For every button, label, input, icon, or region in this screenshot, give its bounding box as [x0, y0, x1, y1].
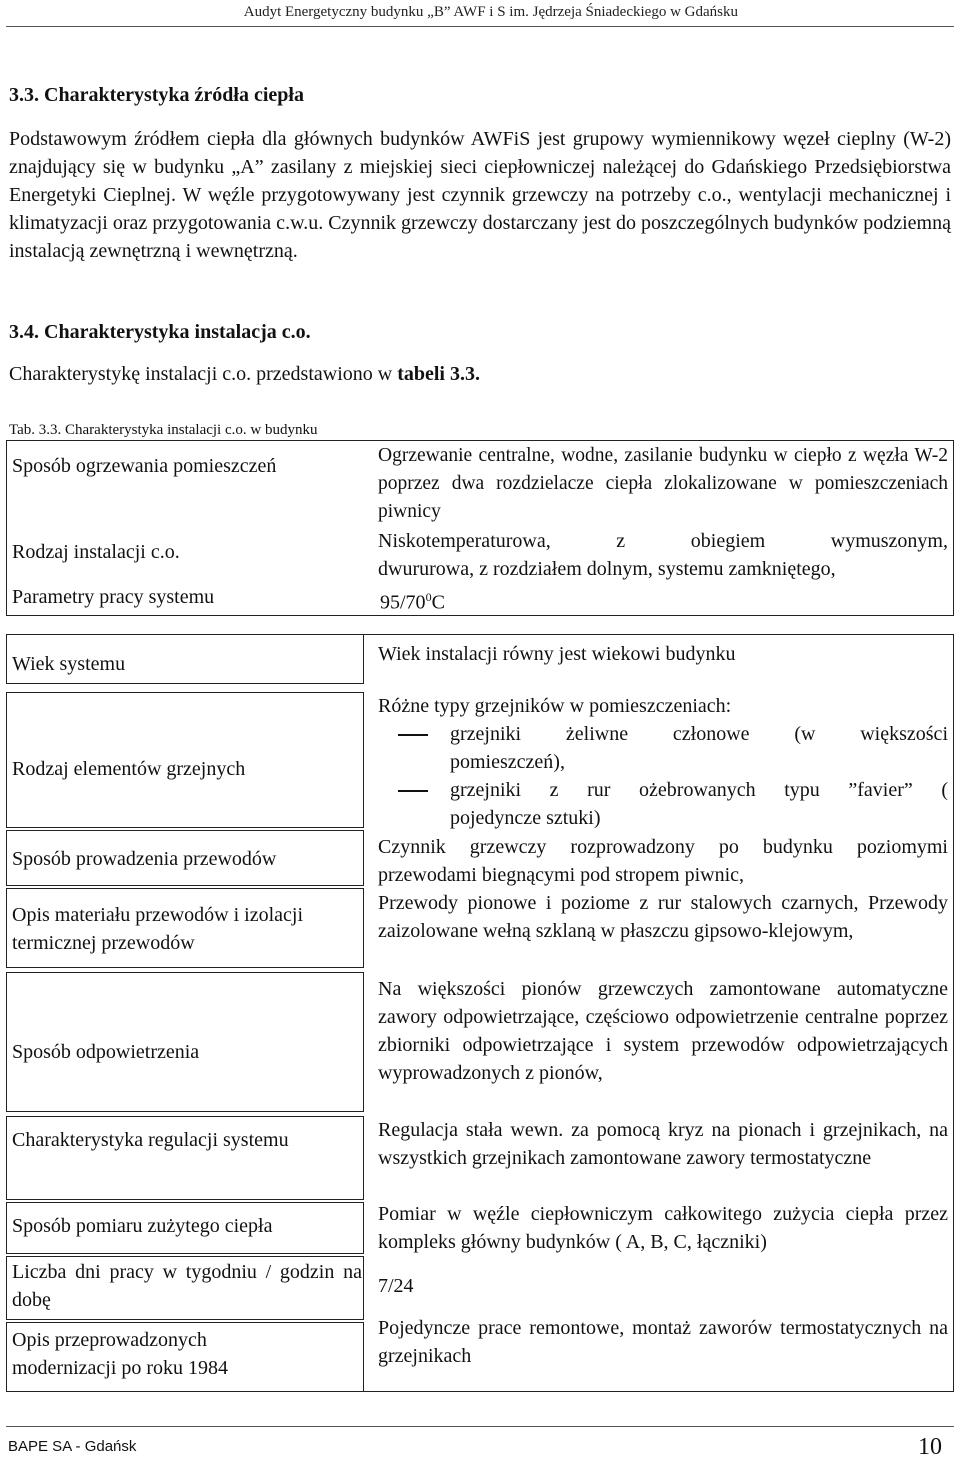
value-rodzaj-item2: grzejniki z rur ożebrowanych typu ”favier” ( [450, 779, 948, 801]
parametry-degree: 0 [425, 590, 432, 604]
section-3-3-paragraph: Podstawowym źródłem ciepła dla głównych budynków AWFiS jest grupowy wymiennikowy węzeł cieplny (W-2) znajdujący się w budynku „A” zasilany z miejskiej sieci ciepłowniczej należącej do Gdańskiego Przedsiębiorstwa Energetyki Cieplnej. W węźle przygotowywany jest czynnik grzewczy na potrzeby c.o., wentylacji mechanicznej i klimatyzacji oraz przygotowania c.w.u. Czynnik grzewczy dostarczany jest do poszczególnych budynków podziemną instalacją zewnętrzną i wewnętrzną. [9, 128, 951, 262]
list-dash [398, 734, 428, 736]
row-value-ogrzewanie: Ogrzewanie centralne, wodne, zasilanie budynku w ciepło z węzła W-2 poprzez dwa rozdzielacze ciepła zlokalizowane w pomieszczeniach piwnicy [378, 445, 948, 522]
row-value-parametry [380, 583, 445, 617]
label-regulacja: Charakterystyka regulacji systemu [12, 1129, 289, 1151]
value-rodzaj-intro: Różne typy grzejników w pomieszczeniach: [378, 695, 732, 717]
parametry-value: 95/70 [380, 591, 426, 614]
section-3-4-intro [9, 363, 480, 386]
row-label-rodzaj-instalacji: Rodzaj instalacji c.o. [12, 541, 180, 563]
row-label-parametry: Parametry pracy systemu [12, 586, 215, 608]
value-prowadzenie: Czynnik grzewczy rozprowadzony po budynku poziomymi przewodami biegnącymi pod stropem piwnic, [378, 836, 948, 886]
document-header: Audyt Energetyczny budynku „B” AWF i S im. Jędrzeja Śniadeckiego w Gdańsku [243, 4, 738, 20]
label-odpowietrzenie: Sposób odpowietrzenia [12, 1041, 200, 1063]
intro-text: Charakterystykę instalacji c.o. przedstawiono w [9, 363, 398, 385]
value-pomiar: Pomiar w węźle ciepłowniczym całkowitego zużycia ciepła przez kompleks główny budynków ( A, B, C, łączniki) [378, 1203, 948, 1253]
footer-divider [6, 1426, 954, 1427]
row-value-rodzaj-instalacji-1: Niskotemperaturowa, z obiegiem wymuszonym, [378, 530, 948, 552]
label-wiek: Wiek systemu [12, 653, 126, 675]
page-number: 10 [918, 1434, 942, 1460]
section-heading-3-4: 3.4. Charakterystyka instalacja c.o. [9, 321, 311, 343]
row-value-rodzaj-instalacji-2: dwururowa, z rozdziałem dolnym, systemu zamkniętego, [378, 558, 836, 580]
value-wiek: Wiek instalacji równy jest wiekowi budynku [378, 643, 736, 665]
value-dni: 7/24 [378, 1275, 414, 1297]
header-divider [6, 26, 954, 27]
value-regulacja: Regulacja stała wewn. za pomocą kryz na pionach i grzejnikach, na wszystkich grzejnikach zamontowane zawory termostatyczne [378, 1119, 948, 1169]
label-pomiar: Sposób pomiaru zużytego ciepła [12, 1215, 273, 1237]
value-opis-materialu: Przewody pionowe i poziome z rur stalowych czarnych, Przewody zaizolowane wełną szklaną w płaszczu gipsowo-klejowym, [378, 892, 948, 942]
footer-company: BAPE SA - Gdańsk [8, 1438, 137, 1455]
section-heading-3-3: 3.3. Charakterystyka źródła ciepła [9, 84, 304, 106]
value-rodzaj-item2-cont: pojedyncze sztuki) [450, 807, 601, 829]
parametry-unit: C [431, 591, 445, 614]
table-reference: tabeli 3.3. [397, 363, 480, 385]
row-label-ogrzewanie: Sposób ogrzewania pomieszczeń [12, 455, 277, 477]
label-dni: Liczba dni pracy w tygodniu / godzin na dobę [12, 1261, 362, 1311]
value-rodzaj-item1-cont: pomieszczeń), [450, 751, 565, 773]
label-modernizacje: Opis przeprowadzonych modernizacji po roku 1984 [12, 1329, 229, 1379]
label-prowadzenie: Sposób prowadzenia przewodów [12, 848, 277, 870]
label-opis-materialu: Opis materiału przewodów i izolacji termicznej przewodów [12, 904, 304, 954]
list-dash [398, 790, 428, 792]
table-caption: Tab. 3.3. Charakterystyka instalacji c.o. w budynku [9, 422, 318, 438]
value-odpowietrzenie: Na większości pionów grzewczych zamontowane automatyczne zawory odpowietrzające, częściowo odpowietrzenie centralne poprzez zbiorniki odpowietrzające i system przewodów odpowietrzających wyprowadzonych z pionów, [378, 978, 948, 1084]
label-rodzaj: Rodzaj elementów grzejnych [12, 758, 246, 780]
value-modernizacje: Pojedyncze prace remontowe, montaż zaworów termostatycznych na grzejnikach [378, 1317, 948, 1367]
value-rodzaj-item1: grzejniki żeliwne członowe (w większości [450, 723, 948, 745]
